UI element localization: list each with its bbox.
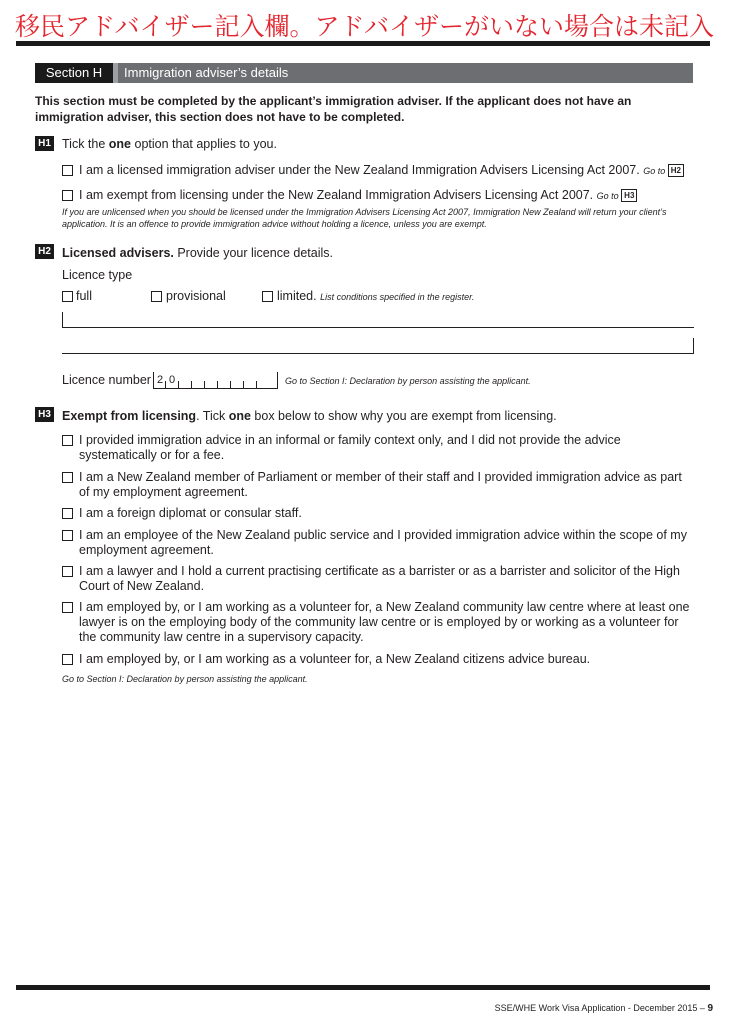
licence-limited-label: limited. List conditions specified in the register.: [277, 289, 475, 303]
conditions-field-right-tick: [693, 338, 694, 353]
question-badge-h2: H2: [35, 244, 54, 259]
conditions-field-line-2[interactable]: [62, 353, 694, 354]
licence-full-label: full: [76, 289, 92, 303]
exempt-diplomat-label: I am a foreign diplomat or consular staff.: [79, 506, 302, 520]
exempt-public-service-checkbox[interactable]: [62, 530, 73, 541]
question-badge-h3: H3: [35, 407, 54, 422]
exempt-public-service-label: I am an employee of the New Zealand public service and I provided immigration advice within the scope of my employment agreement.: [79, 528, 687, 557]
exempt-informal-checkbox[interactable]: [62, 435, 73, 446]
exempt-law-centre-label: I am employed by, or I am working as a volunteer for, a New Zealand community law centre where at least one lawyer is on the employing body of the community law centre or is employed by or working as a volunteer for the community law centre in a supervisory capacity.: [79, 600, 690, 644]
h2-prompt: Licensed advisers. Provide your licence details.: [62, 246, 333, 260]
exempt-law-centre-checkbox[interactable]: [62, 602, 73, 613]
section-intro: This section must be completed by the applicant’s immigration adviser. If the applicant does not have an immigration adviser, this section does not have to be completed.: [35, 94, 632, 124]
japanese-banner: 移民アドバイザー記入欄。アドバイザーがいない場合は未記入: [14, 12, 714, 41]
section-title: Immigration adviser’s details: [118, 63, 693, 83]
goto-h2-box: H2: [668, 164, 684, 177]
exempt-diplomat-checkbox[interactable]: [62, 508, 73, 519]
licence-full-checkbox[interactable]: [62, 291, 73, 302]
licence-digit-1: 2: [156, 374, 164, 386]
bottom-rule: [16, 985, 710, 990]
conditions-field-left-tick: [62, 312, 63, 327]
h3-goto-note: Go to Section I: Declaration by person assisting the applicant.: [62, 674, 308, 684]
question-badge-h1: H1: [35, 136, 54, 151]
exempt-parliament-checkbox[interactable]: [62, 472, 73, 483]
h1-licensed-option: I am a licensed immigration adviser under the New Zealand Immigration Advisers Licensing Act 2007. Go to H2: [79, 163, 684, 178]
section-label: Section H: [35, 63, 113, 83]
licence-provisional-label: provisional: [166, 289, 226, 303]
h1-licensed-checkbox[interactable]: [62, 165, 73, 176]
page-number: 9: [707, 1003, 713, 1014]
h1-offence-note: If you are unlicensed when you should be licensed under the Immigration Advisers Licensing Act 2007, Immigration New Zealand will return your client’s application. It is an offence to provide immigration advice without holding a licence, unless you are exempt.: [62, 207, 667, 229]
licence-number-label: Licence number: [62, 373, 151, 387]
h3-prompt: Exempt from licensing. Tick one box below to show why you are exempt from licensing.: [62, 409, 557, 423]
exempt-advice-bureau-label: I am employed by, or I am working as a volunteer for, a New Zealand citizens advice bureau.: [79, 652, 591, 666]
h1-exempt-option: I am exempt from licensing under the New Zealand Immigration Advisers Licensing Act 2007. Go to H3: [79, 188, 637, 203]
licence-type-label: Licence type: [62, 268, 133, 282]
conditions-field-line-1[interactable]: [62, 327, 694, 328]
page-footer: SSE/WHE Work Visa Application - December 2015 – 9: [494, 1003, 713, 1014]
goto-h3-box: H3: [621, 189, 637, 202]
licence-limited-checkbox[interactable]: [262, 291, 273, 302]
licence-goto-note: Go to Section I: Declaration by person assisting the applicant.: [285, 376, 531, 386]
exempt-lawyer-checkbox[interactable]: [62, 566, 73, 577]
exempt-parliament-label: I am a New Zealand member of Parliament or member of their staff and I provided immigration advice as part of my employment agreement.: [79, 470, 682, 499]
top-rule: [16, 41, 710, 46]
h1-exempt-checkbox[interactable]: [62, 190, 73, 201]
licence-number-field[interactable]: [153, 372, 278, 388]
exempt-advice-bureau-checkbox[interactable]: [62, 654, 73, 665]
exempt-informal-label: I provided immigration advice in an informal or family context only, and I did not provide the advice systematically or for a fee.: [79, 433, 621, 462]
exempt-lawyer-label: I am a lawyer and I hold a current practising certificate as a barrister or as a barrister and solicitor of the High Court of New Zealand.: [79, 564, 680, 593]
licence-digit-2: 0: [168, 374, 176, 386]
licence-provisional-checkbox[interactable]: [151, 291, 162, 302]
h1-prompt: Tick the one option that applies to you.: [62, 137, 277, 151]
